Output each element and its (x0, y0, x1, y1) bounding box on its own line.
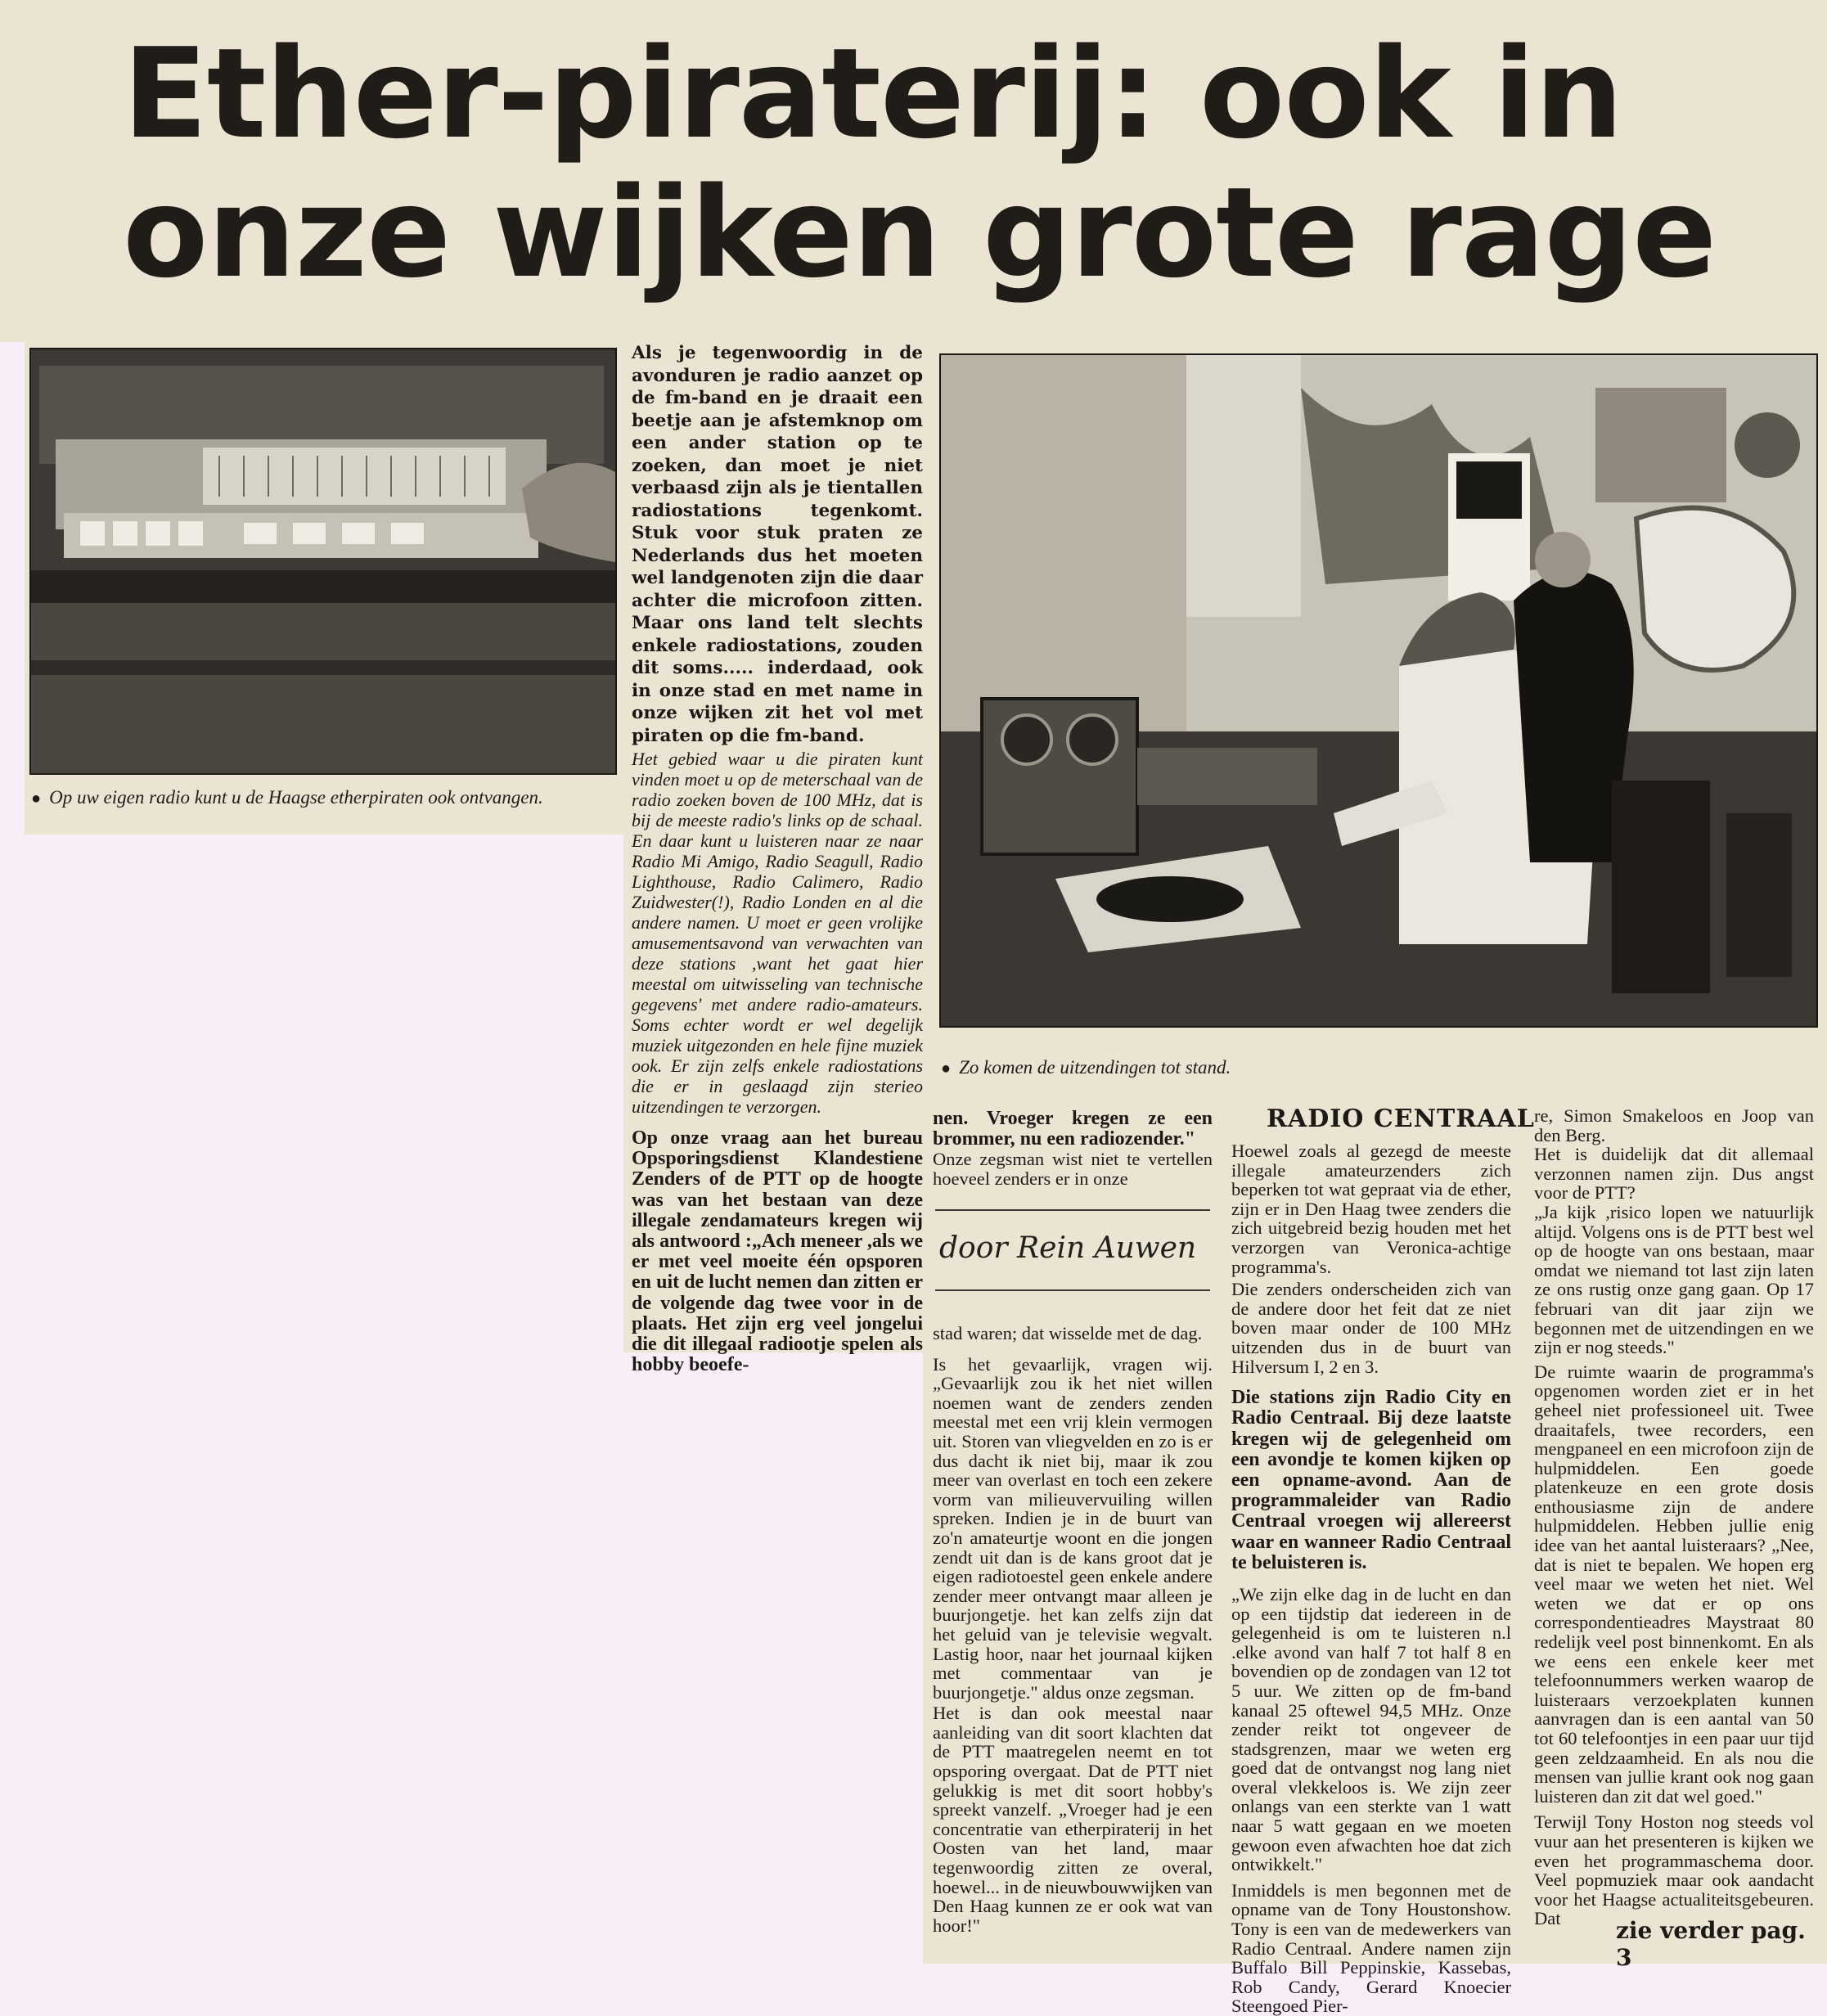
radio-dial-photo-icon (31, 349, 615, 773)
column-1-italic-paragraph: Het gebied waar u die piraten kunt vinden moet u op de meterschaal van de radio zoeken boven de 100 MHz, dat is bij de meeste radio's links op de schaal. En daar kunt u luisteren naar ze naar Radio Mi Amigo, Radio Seagull, Radio Lighthouse, Radio Calimero, Radio Zuidwester(!), Radio Londen en al die andere namen. U moet er geen vrolijke amusementsavond van verwachten van deze stations ,want het gaat hier meestal om uitwisseling van technische gegevens' met andere radio-amateurs. Soms echter wordt er wel degelijk muziek uitgezonden en hele fijne muziek ook. Er zijn zelfs enkele radiostations die er in geslaagd zijn sterieo uitzendingen te verzorgen. (632, 749, 923, 1117)
headline (123, 21, 1759, 305)
caption-bullet-icon: ● (31, 790, 42, 808)
column-1-bold-paragraph: Op onze vraag aan het bureau Opsporingsdienst Klandestiene Zenders of de PTT op de hoogte was van het bestaan van deze illegale zendamateurs kregen wij als antwoord :„Ach meneer ,als we er met veel moeite één opsporen en uit de lucht nemen dan zitten er de volgende dag twee voor in de plaats. Het zijn erg veel jongelui die dit illegaal radiootje spelen als hobby beoefe- (632, 1127, 923, 1376)
headline-line-1: Ether-piraterij: ook in (123, 21, 1623, 166)
column-1 (632, 749, 923, 1375)
column-4 (1534, 1106, 1814, 1928)
column-3-paragraph-3: Die stations zijn Radio City en Radio Centraal. Bij deze laatste kregen wij de gelegenheid om een avondje te komen kijken op een opname-avond. Aan de programmaleider van Radio Centraal vroegen wij allereerst waar en wanneer Radio Centraal te beluisteren is. (1231, 1387, 1511, 1573)
subhead-radio-centraal: RADIO CENTRAAL (1267, 1105, 1535, 1133)
column-4-paragraph-3: „Ja kijk ,risico lopen we natuurlijk altijd. Volgens ons is de PTT best wel op de hoogte van ons bestaan, maar omdat we niemand tot last zijn laten ze ons rustig onze gang gaan. Op 17 februari van dit jaar zijn we begonnen met de uitzendingen en we zijn er nog steeds." (1534, 1201, 1814, 1358)
column-3-paragraph-1: Hoewel zoals al gezegd de meeste illegale amateurzenders zich beperken tot wat gepraat via de ether, zijn er in Den Haag twee zenders die zich uitgebreid bezig houden met het verzorgen van Veronica-achtige programma's. (1231, 1141, 1511, 1277)
studio-photo-caption (941, 1055, 1759, 1081)
column-4-paragraph-2: Het is duidelijk dat dit allemaal verzonnen namen zijn. Dus angst voor de PTT? (1534, 1144, 1814, 1204)
radio-photo-caption (31, 785, 620, 811)
column-3-paragraph-4: „We zijn elke dag in de lucht en dan op een tijdstip dat iedereen in de gelegenheid is om te luisteren n.l .elke avond van half 7 tot half 8 en bovendien op de zondagen van 12 tot 5 uur. We zitten op de fm-band kanaal 25 oftewel 94,5 MHz. Onze zender reikt tot ongeveer de stadsgrenzen, maar we weten erg goed dat de ontvangst nog lang niet overal vlekkeloos is. We zijn zeer onlangs van een sterkte van 1 watt naar 5 watt gegaan en we moeten gewoon even afwachten hoe dat zich ontwikkelt." (1231, 1583, 1511, 1875)
studio-photo (939, 353, 1818, 1028)
continued-on-page-note: zie verder pag. 3 (1616, 1917, 1806, 1971)
column-4-paragraph-5: Terwijl Tony Hoston nog steeds vol vuur aan het presenteren is kijken we even het programmaschema door. Veel popmuziek maar ook aandacht voor het Haagse actualiteitsgebeuren. Dat (1534, 1811, 1814, 1929)
column-2-top-text: Onze zegsman wist niet te vertellen hoeveel zenders er in onze (933, 1149, 1213, 1189)
column-2-paragraph-1: Is het gevaarlijk, vragen wij. „Gevaarlijk zou ik het niet willen noemen want de zenders zenden meestal met een vrij klein vermogen uit. Storen van vliegvelden en zo is er dus dacht ik niet bij, maar ik zou meer van overlast en toch een zekere vorm van milieuvervuiling willen spreken. Indien je in de buurt van zo'n amateurtje woont en die jongen zendt uit dan is de kans groot dat je eigen radiotoestel geen enkele andere zender meer ontvangt maar alleen je buurjongetje. het kan zelfs zijn dat het geluid van je televisie wegvalt. Lastig hoor, naar het journaal kijken met commentaar van je buurjongetje." aldus onze zegsman. (933, 1353, 1213, 1703)
headline-line-2: onze wijken grote rage (123, 160, 1717, 305)
column-4-paragraph-4: De ruimte waarin de programma's opgenomen worden ziet er in het geheel niet professioneel uit. Twee draaitafels, twee recorders, een mengpaneel en een microfoon zijn de hulpmiddelen. Een goede platenkeuze en een grote dosis enthousiasme zijn de andere hulpmiddelen. Hebben jullie enig idee van het aantal luisteraars? „Nee, dat is niet te bepalen. We hopen erg veel maar we weten het niet. Wel weten we dat er op ons correspondentieadres Maystraat 80 redelijk veel post binnenkomt. En als we eens een enkele keer met telefoonnummers werken waarop de luisteraars verzoekplaten kunnen aanvragen dan is een aantal van 50 tot 60 telefoontjes in een paar uur tijd geen zeldzaamheid. En als nou die mensen van jullie krant ook nog gaan luisteren dan zit dat wel goed." (1534, 1361, 1814, 1807)
studio-caption-text: Zo komen de uitzendingen tot stand. (959, 1057, 1231, 1078)
lead-paragraph: Als je tegenwoordig in de avonduren je radio aanzet op de fm-band en je draait een beetje aan je afstemknop om een ander station op te zoeken, dan moet je niet verbaasd zijn als je tientallen radiostations tegenkomt. Stuk voor stuk praten ze Nederlands dus het moeten wel landgenoten zijn die daar achter die microfoon zitten. Maar ons land telt slechts enkele radiostations, zouden dit soms..... inderdaad, ook in onze stad en met name in onze wijken zit het vol met piraten op die fm-band. (632, 343, 923, 746)
column-3 (1231, 1141, 1511, 2016)
column-2-cont-text: stad waren; dat wisselde met de dag. (933, 1323, 1203, 1343)
byline: door Rein Auwen (939, 1231, 1197, 1265)
column-2-continued (933, 1324, 1213, 1935)
radio-dial-photo (29, 348, 617, 775)
column-2-top-bold: nen. Vroeger kregen ze een brommer, nu een radiozender." (933, 1108, 1213, 1150)
radio-caption-text: Op uw eigen radio kunt u de Haagse etherpiraten ook ontvangen. (49, 787, 543, 808)
studio-photo-icon (941, 355, 1816, 1026)
column-2 (933, 1109, 1213, 1189)
column-3-paragraph-2: Die zenders onderscheiden zich van de andere door het feit dat ze niet boven maar onder de 100 MHz uitzenden dus in de buurt van Hilversum I, 2 en 3. (1231, 1279, 1511, 1377)
caption-bullet-icon: ● (941, 1060, 952, 1078)
byline-rule-top (935, 1209, 1210, 1211)
column-2-paragraph-2: Het is dan ook meestal naar aanleiding van dit soort klachten dat de PTT maatregelen neemt en tot opsporing overgaat. Dat de PTT niet gelukkig is met dit soort hobby's spreekt vanzelf. „Vroeger had je een concentratie van etherpiraterij in het Oosten van het land, maar tegenwoordig zitten ze overal, hoewel... in de nieuwbouwwijken van Den Haag kunnen ze er ook wat van hoor!" (933, 1703, 1213, 1936)
byline-rule-bottom (935, 1289, 1210, 1291)
column-3-paragraph-5: Inmiddels is men begonnen met de opname van de Tony Houstonshow. Tony is een van de medewerkers van Radio Centraal. Andere namen zijn Buffalo Bill Peppinskie, Kassebas, Rob Candy, Gerard Knoecier Steengoed Pier- (1231, 1879, 1511, 2016)
column-4-paragraph-1: re, Simon Smakeloos en Joop van den Berg. (1534, 1105, 1814, 1145)
